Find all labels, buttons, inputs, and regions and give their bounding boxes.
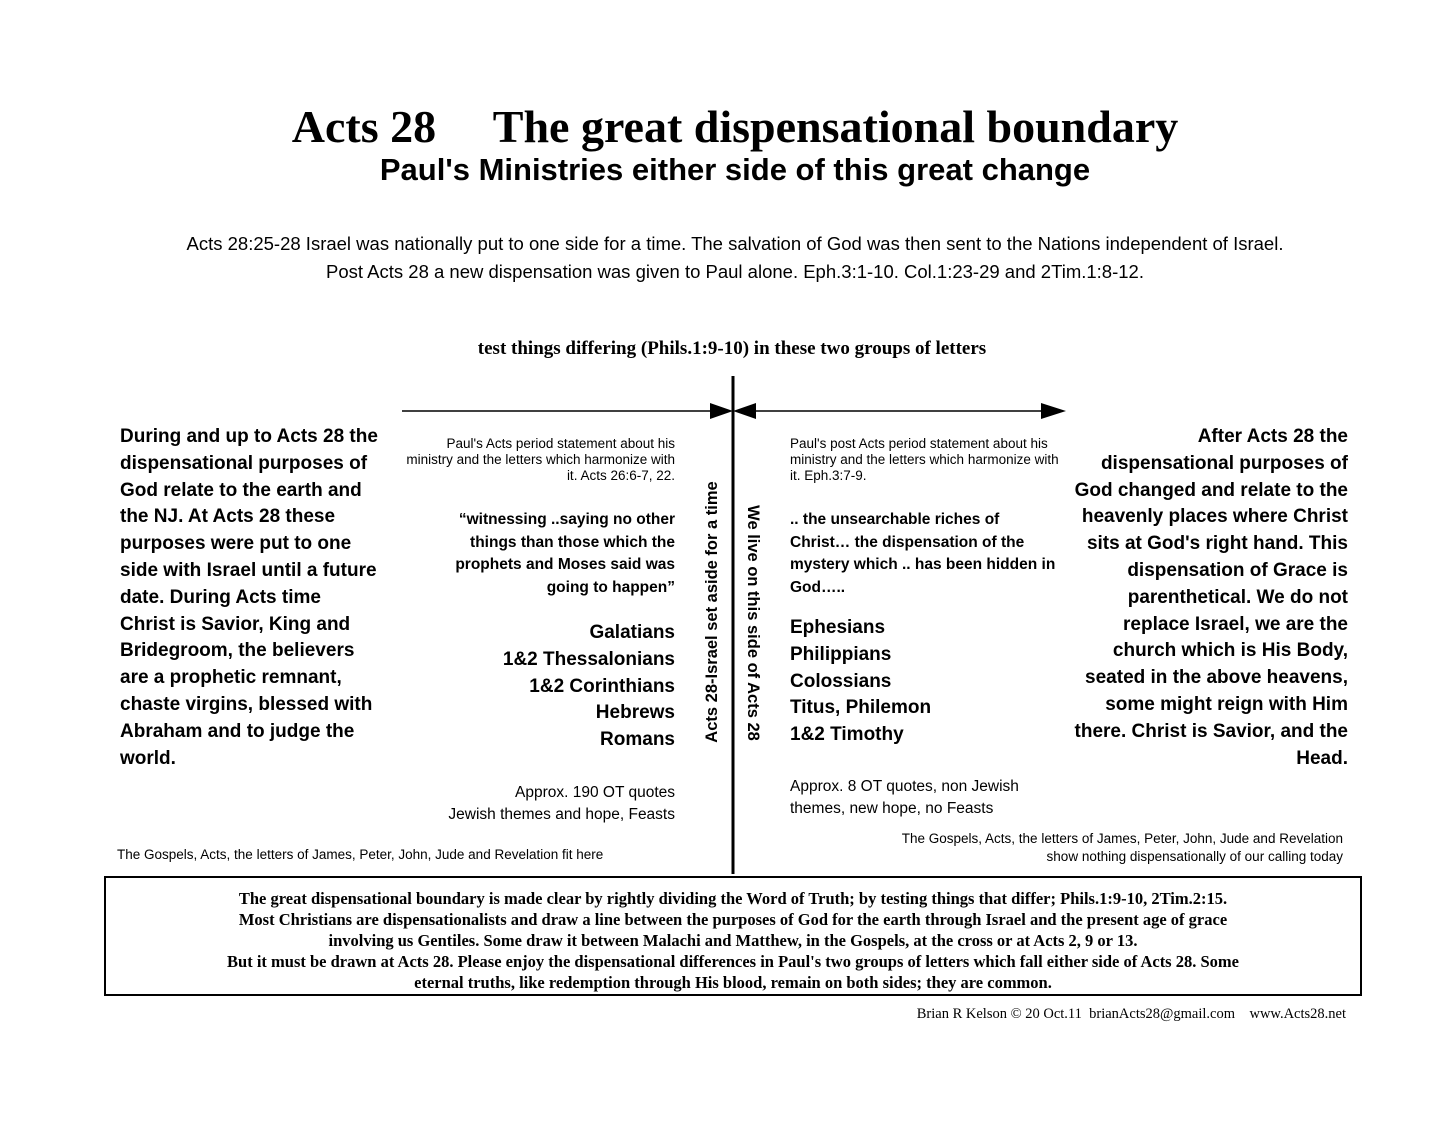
letter-item: Ephesians xyxy=(790,617,886,638)
acts-period-fit-note: The Gospels, Acts, the letters of James, Peter, John, Jude and Revelation fit here xyxy=(117,847,604,862)
intro-line-2: Post Acts 28 a new dispensation was given to Paul alone. Eph.3:1-10. Col.1:23-29 and 2Tim.1:8-12. xyxy=(326,261,1144,282)
left-arrow-head xyxy=(710,403,733,419)
page-subtitle: Paul's Ministries either side of this great change xyxy=(379,152,1091,187)
summary-line: But it must be drawn at Acts 28. Please enjoy the dispensational differences in Paul's two groups of letters which fall either side of Acts 28. Some xyxy=(227,952,1239,971)
letter-item: Galatians xyxy=(589,622,675,643)
note-line: Approx. 190 OT quotes xyxy=(515,784,675,801)
summary-line: Most Christians are dispensationalists and draw a line between the purposes of God for the earth through Israel and the present age of grace xyxy=(238,910,1228,929)
right-arrow-head-outer xyxy=(1041,403,1066,419)
left-side-description: During and up to Acts 28 the dispensational purposes of God relate to the earth and the NJ. At Acts 28 these purposes were put to one side with Israel until a future date. During Acts time Christ is Savior, King and Bridegroom, the believers are a prophetic remnant, chaste virgins, blessed with Abraham and to judge the world. xyxy=(120,426,378,769)
letter-item: Romans xyxy=(600,729,675,751)
note-line: Approx. 8 OT quotes, non Jewish xyxy=(790,778,1019,795)
summary-box xyxy=(104,876,1362,996)
note-line: themes, new hope, no Feasts xyxy=(790,800,994,817)
letter-item: Colossians xyxy=(790,670,892,692)
author-credit: Brian R Kelson © 20 Oct.11 brianActs28@gmail.com www.Acts28.net xyxy=(916,1006,1346,1022)
post-acts-letters xyxy=(790,615,1060,749)
post-acts-statement: Paul's post Acts period statement about his ministry and the letters which harmonize with it. Eph.3:7-9. xyxy=(790,436,1059,483)
right-arrow-head-inner xyxy=(733,403,756,419)
acts-period-statement: Paul's Acts period statement about his ministry and the letters which harmonize with it. Acts 26:6-7, 22. xyxy=(406,436,675,483)
post-acts-fit-note xyxy=(800,830,1343,866)
post-acts-quote: .. the unsearchable riches of Christ… the dispensation of the mystery which .. has been hidden in God….. xyxy=(790,511,1056,596)
note-line: show nothing dispensationally of our calling today xyxy=(1046,849,1343,864)
divider-right-label: We live on this side of Acts 28 xyxy=(744,505,762,741)
summary-line: The great dispensational boundary is made clear by rightly dividing the Word of Truth; by testing things that differ; Phils.1:9-10, 2Tim.2:15. xyxy=(238,889,1228,908)
summary-line: eternal truths, like redemption through His blood, remain on both sides; they are common. xyxy=(414,973,1052,992)
page-title: Acts 28 The great dispensational boundary xyxy=(291,101,1179,152)
acts-period-quote: “witnessing ..saying no other things than those which the prophets and Moses said was going to happen” xyxy=(455,511,675,596)
letter-item: Hebrews xyxy=(595,702,675,724)
letter-item: 1&2 Thessalonians xyxy=(502,648,675,670)
acts-period-letters xyxy=(440,620,675,754)
post-acts-ot-quotes-note xyxy=(790,776,1090,820)
right-side-description: After Acts 28 the dispensational purposes of God changed and relate to the heavenly places where Christ sits at God's right hand. This dispensation of Grace is parenthetical. We do not replace Israel, we are the church which is His Body, seated in the above heavens, some might reign with Him there. Christ is Savior, and the Head. xyxy=(1074,426,1348,769)
letter-item: Philippians xyxy=(790,643,892,665)
note-line: The Gospels, Acts, the letters of James, Peter, John, Jude and Revelation xyxy=(901,831,1343,846)
test-things-differing: test things differing (Phils.1:9-10) in these two groups of letters xyxy=(477,338,987,359)
letter-item: 1&2 Corinthians xyxy=(529,675,675,697)
note-line: Jewish themes and hope, Feasts xyxy=(448,806,675,823)
acts-period-ot-quotes-note xyxy=(400,782,675,826)
letter-item: Titus, Philemon xyxy=(790,697,932,719)
summary-line: involving us Gentiles. Some draw it between Malachi and Matthew, in the Gospels, at the cross or at Acts 2, 9 or 13. xyxy=(328,931,1138,950)
letter-item: 1&2 Timothy xyxy=(790,724,904,746)
intro-text xyxy=(100,230,1370,286)
intro-line-1: Acts 28:25-28 Israel was nationally put to one side for a time. The salvation of God was then sent to the Nations independent of Israel. xyxy=(186,233,1284,254)
divider-left-label: Acts 28-Israel set aside for a time xyxy=(703,481,721,743)
